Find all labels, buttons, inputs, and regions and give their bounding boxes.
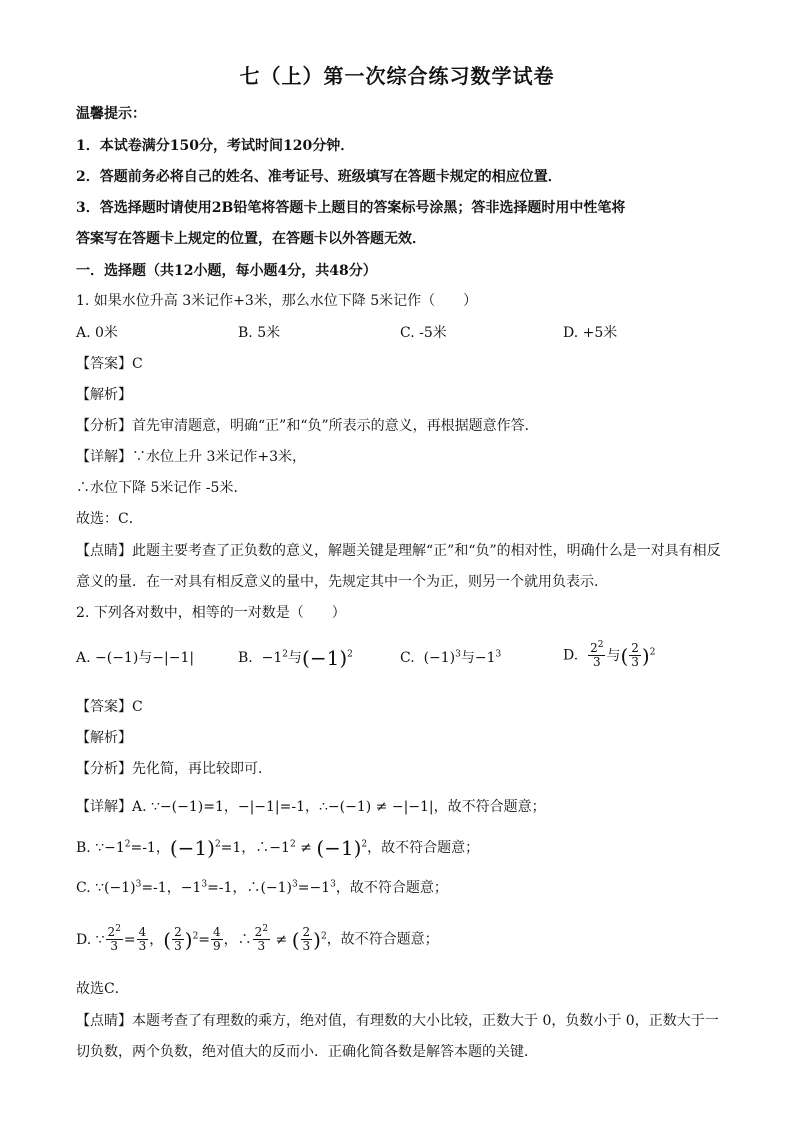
- q1-option-c: C. -5米: [400, 325, 447, 341]
- q1-analysis-label: 【解析】: [76, 387, 132, 403]
- q2-option-b-label: B.: [238, 650, 253, 666]
- q2-xiangjie-b-math: B. $\because-1^2=-1$，$(-1)^2=1$，$\therefore-1^2 \ne (-1)^2$: [76, 836, 368, 860]
- q2-option-a: A. −(−1)与−|−1|: [76, 650, 195, 666]
- q2-xiangjie-c-math: C. $\because(-1)^3=-1$，$-1^3=-1$，$\therefore(-1)^3=-1^3$: [76, 879, 336, 896]
- q2-answer: 【答案】C: [76, 699, 143, 715]
- q2-option-d-label: D.: [563, 647, 579, 664]
- q1-xiangjie-1: 【详解】∵水位上升 3米记作+3米，: [76, 449, 306, 465]
- q2-analysis-label: 【解析】: [76, 730, 132, 746]
- q1-choose: 故选：C．: [76, 511, 143, 527]
- q2-choose: 故选C．: [76, 981, 129, 997]
- q2-option-b: [238, 648, 353, 668]
- section-heading: 一．选择题（共12小题，每小题4分，共48分）: [76, 263, 377, 279]
- tip-item-3-cont: 答案写在答题卡上规定的位置，在答题卡以外答题无效．: [76, 231, 426, 247]
- q1-answer: 【答案】C: [76, 356, 143, 372]
- q1-xiangjie-2: ∴水位下降 5米记作 -5米．: [76, 480, 248, 496]
- q2-option-c-math: $(-1)^3$与$-1^3$: [419, 649, 502, 666]
- q2-xiangjie-a: 【详解】A. ∵−(−1)=1，−|−1|=-1，∴−(−1) ≠ −|−1|，故不符合题意；: [76, 799, 546, 815]
- q2-xiangjie-d: [76, 926, 439, 953]
- q2-xiangjie-b-tail: ，故不符合题意；: [367, 840, 480, 856]
- page-title: 七（上）第一次综合练习数学试卷: [239, 64, 555, 88]
- q1-stem: 1. 如果水位升高 3米记作+3米，那么水位下降 5米记作（ ）: [76, 293, 478, 309]
- q2-option-b-math: $-1^2$与$(-1)^2$: [257, 646, 353, 670]
- q1-option-a: A. 0米: [76, 325, 118, 341]
- q2-xiangjie-c: [76, 878, 448, 898]
- q2-option-d-math: $\frac{2^2}{3}$ 与( $\frac{2}{3}$ )$^2$: [590, 640, 656, 669]
- q1-dianjing-2: 意义的量．在一对具有相反意义的量中，先规定其中一个为正，则另一个就用负表示．: [76, 574, 608, 590]
- q1-fenxi: 【分析】首先审清题意，明确“正”和“负”所表示的意义，再根据题意作答．: [76, 418, 539, 434]
- q1-dianjing-1: 【点睛】此题主要考查了正负数的意义，解题关键是理解“正”和“负”的相对性，明确什么是一对具有相反: [76, 543, 721, 559]
- q2-option-c: [400, 648, 501, 668]
- tips-heading: 温馨提示：: [76, 106, 146, 122]
- q2-option-c-label: C.: [400, 650, 415, 666]
- q2-option-d: [563, 642, 655, 669]
- q1-option-d: D. +5米: [563, 325, 618, 341]
- q2-xiangjie-d-tail: ，故不符合题意；: [326, 931, 439, 948]
- tip-item-2: 2．答题前务必将自己的姓名、准考证号、班级填写在答题卡规定的相应位置．: [76, 169, 562, 185]
- q2-xiangjie-b: [76, 838, 479, 858]
- q2-dianjing-1: 【点睛】本题考查了有理数的乘方，绝对值，有理数的大小比较，正数大于 0，负数小于 0，正数大于一: [76, 1013, 719, 1029]
- q2-fenxi: 【分析】先化简，再比较即可．: [76, 761, 272, 777]
- q1-option-b: B. 5米: [238, 325, 281, 341]
- tip-item-1: 1．本试卷满分150分，考试时间120分钟．: [76, 138, 355, 154]
- q2-xiangjie-d-math: D. ∵ $\frac{2^2}{3}$ = $\frac{4}{3}$ ，( $\frac{2}{3}$ )$^2$= $\frac{4}{9}$ ，∴ $\frac{2^2}{3}$ ≠ ( $\frac{2}{3}$ )$^2$: [76, 924, 327, 953]
- q2-xiangjie-c-tail: ，故不符合题意；: [335, 880, 448, 896]
- q2-stem: 2. 下列各对数中，相等的一对数是（ ）: [76, 605, 346, 621]
- tip-item-3: 3．答选择题时请使用2B铅笔将答题卡上题目的答案标号涂黑；答非选择题时用中性笔将: [76, 200, 626, 216]
- q2-dianjing-2: 切负数，两个负数，绝对值大的反而小．正确化简各数是解答本题的关键．: [76, 1044, 538, 1060]
